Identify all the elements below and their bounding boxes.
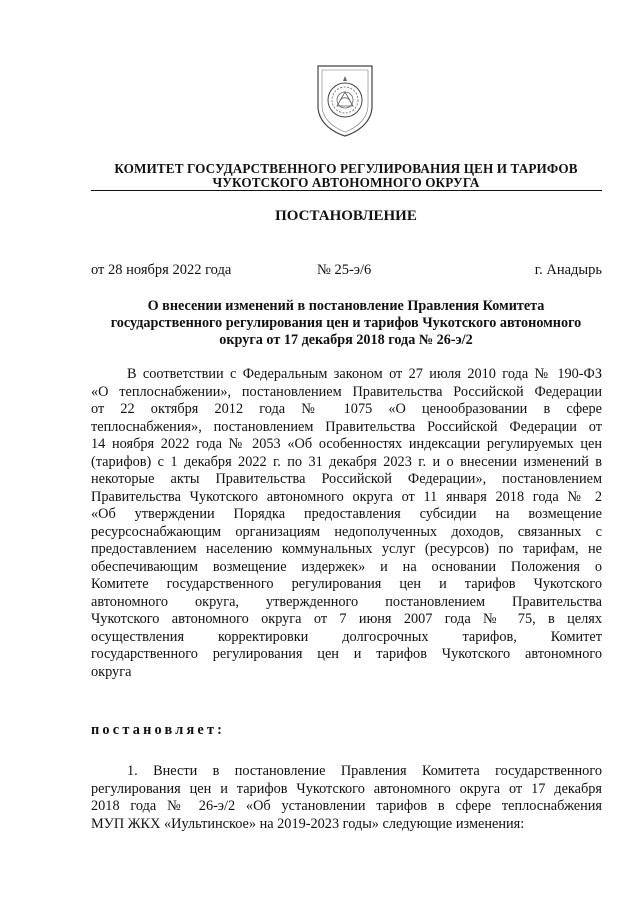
- clause-line: 1. Внести в постановление Правления Комитета государственного: [127, 763, 602, 779]
- coat-of-arms-icon: [310, 62, 380, 138]
- clause-line: 2018 года № 26-э/2 «Об установлении тарифов в сфере теплоснабжения: [91, 798, 602, 814]
- heading-line: государственного регулирования цен и тарифов Чукотского автономного: [110, 315, 582, 331]
- clause-line: регулирования цен и тарифов Чукотского автономного округа от 17 декабря: [91, 780, 602, 797]
- preamble-line: автономного округа, утвержденного постановлением Правительства: [91, 593, 602, 610]
- preamble-line: государственного регулирования цен и тарифов Чукотского автономного: [91, 646, 602, 662]
- preamble-line: Правительства Чукотского автономного округа от 11 января 2018 года № 2: [91, 488, 602, 505]
- clause-1: [91, 763, 602, 833]
- document-meta: [91, 262, 602, 280]
- preamble-line: округа: [91, 663, 132, 680]
- preamble-line: осуществления корректировки долгосрочных тарифов, Комитет: [91, 628, 602, 645]
- document-type: ПОСТАНОВЛЕНИЕ: [275, 208, 417, 224]
- preamble-line: Чукотского автономного округа от 7 июня 2007 года № 75, в целях: [91, 611, 602, 627]
- clause-line: МУП ЖКХ «Иультинское» на 2019-2023 годы» следующие изменения:: [91, 815, 525, 832]
- preamble-line: предоставлением населению коммунальных услуг (ресурсов) по тарифам, не: [91, 541, 602, 557]
- preamble-line: от 22 октября 2012 года № 1075 «О ценообразовании в сфере: [91, 401, 602, 417]
- preamble-line: (тарифов) с 1 декабря 2022 г. по 31 декабря 2023 г. и о внесении изменений в: [91, 453, 602, 470]
- preamble-line: «Об утверждении Порядка предоставления субсидии на возмещение: [91, 506, 602, 522]
- heading-line: округа от 17 декабря 2018 года № 26-э/2: [219, 332, 473, 348]
- document-heading: [90, 298, 602, 349]
- preamble-paragraph: [91, 366, 602, 681]
- preamble-line: «О теплоснабжении», постановлением Правительства Российской Федерации: [91, 383, 602, 400]
- document-date: от 28 ноября 2022 года: [91, 262, 232, 278]
- preamble-line: 14 ноября 2022 года № 2053 «Об особенностях индексации регулируемых цен: [91, 436, 602, 452]
- preamble-line: Комитете государственного регулирования цен и тарифов Чукотского: [91, 576, 602, 592]
- preamble-line: теплоснабжения», постановлением Правительства Российской Федерации от: [91, 418, 602, 435]
- organization-name: [90, 162, 602, 190]
- preamble-line: ресурсоснабжающим организациям недополученных доходов, связанных с: [91, 523, 602, 540]
- preamble-line: В соответствии с Федеральным законом от 27 июля 2010 года № 190-ФЗ: [127, 366, 602, 382]
- header-divider: [91, 190, 602, 191]
- preamble-line: некоторые акты Правительства Российской Федерации», постановлением: [91, 471, 602, 487]
- preamble-line: обеспечивающим возмещение издержек» и на основании Положения о: [91, 558, 602, 575]
- heading-line: О внесении изменений в постановление Правления Комитета: [147, 298, 545, 314]
- document-city: г. Анадырь: [534, 262, 602, 278]
- organization-line-1: КОМИТЕТ ГОСУДАРСТВЕННОГО РЕГУЛИРОВАНИЯ ЦЕН И ТАРИФОВ: [114, 161, 578, 176]
- organization-line-2: ЧУКОТСКОГО АВТОНОМНОГО ОКРУГА: [212, 175, 480, 190]
- document-number: № 25-э/6: [317, 262, 372, 278]
- resolves-keyword: постановляет:: [91, 722, 226, 738]
